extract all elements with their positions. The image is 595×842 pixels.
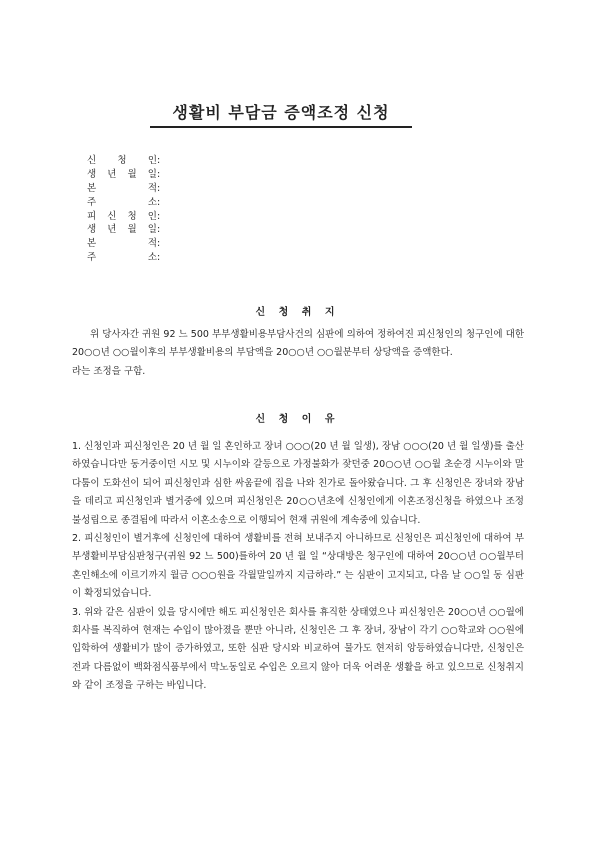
label-char: 일 xyxy=(147,168,157,180)
party-info-block xyxy=(87,154,165,265)
label-char: 주 xyxy=(87,252,97,264)
colon: : xyxy=(157,210,161,222)
label-char: 피 xyxy=(87,210,97,222)
party-row xyxy=(87,223,165,237)
document-title: 생활비 부담금 증액조정 신청 xyxy=(150,103,412,128)
label-char: 신 xyxy=(87,155,97,166)
purpose-section xyxy=(72,326,524,381)
party-label xyxy=(87,182,157,196)
colon: : xyxy=(157,168,161,180)
label-char: 월 xyxy=(127,224,137,236)
party-row xyxy=(87,210,165,224)
label-char: 본 xyxy=(87,182,97,194)
party-label xyxy=(87,210,157,224)
colon: : xyxy=(157,155,161,166)
label-char: 인 xyxy=(147,155,157,166)
label-char: 인 xyxy=(147,210,157,222)
label-char: 적 xyxy=(147,182,157,194)
reason-item: 3. 위와 같은 심판이 있을 당시에만 해도 피신청인은 회사를 휴직한 상태였으나 피신청인은 20○○년 ○○월에 회사를 복직하여 현재는 수입이 많아졌을 뿐만 아니라, 신청인은 그 후 장녀, 장남이 각기 ○○학교와 ○○원에 입학하여 생활비가 많이 증가하였고, 또한 심판 당시와 비교하여 물가도 현저히 앙등하였습니다만, 신청인은 전과 다름없이 백화점식품부에서 막노동일로 수입은 오르지 않아 더욱 어려운 생활을 하고 있으므로 신청취지와 같이 조정을 구하는 바입니다. xyxy=(72,606,524,692)
label-char: 본 xyxy=(87,238,97,250)
party-row xyxy=(87,251,165,265)
reasons-section xyxy=(72,438,524,696)
label-char: 일 xyxy=(147,224,157,236)
reason-item: 1. 신청인과 피신청인은 20 년 월 일 혼인하고 장녀 ○○○(20 년 월 일생), 장남 ○○○(20 년 월 일생)를 출산하였습니다만 동거중이던 시모 및 시누이와 갈등으로 가정불화가 잦던중 20○○년 ○○월 초순경 시누이와 말다툼이 도화선이 되어 피신청인과 심한 싸움끝에 집을 나와 친가로 돌아왔습니다. 그 후 신청인은 장녀와 장남을 데리고 피신청인과 별거중에 있으며 피신청인은 20○○년초에 신청인에게 이혼조정신청을 하였으나 조정불성립으로 종결됨에 따라서 이혼소송으로 이행되어 현재 귀원에 계속중에 있습니다. xyxy=(72,441,524,526)
label-char: 생 xyxy=(87,224,97,236)
party-row xyxy=(87,154,165,168)
party-label xyxy=(87,251,157,265)
purpose-heading: 신 청 취 지 xyxy=(255,307,340,318)
party-label xyxy=(87,168,157,182)
colon: : xyxy=(157,238,161,250)
label-char: 생 xyxy=(87,168,97,180)
label-char: 소 xyxy=(147,196,157,208)
colon: : xyxy=(157,252,161,264)
purpose-body: 위 당사자간 귀원 92 느 500 부부생활비용부담사건의 심판에 의하여 정하여진 피신청인의 청구인에 대한 20○○년 ○○월이후의 부부생활비용의 부담액을 20○○년 ○○월분부터 상당액을 증액한다. xyxy=(72,329,524,359)
colon: : xyxy=(157,224,161,236)
label-char: 신 xyxy=(107,210,117,222)
party-row xyxy=(87,196,165,210)
party-row xyxy=(87,182,165,196)
reason-item: 2. 피신청인이 별거후에 신청인에 대하여 생활비를 전혀 보내주지 아니하므로 신청인은 피신청인에 대하여 부부생활비부담심판청구(귀원 92 느 500)를하여 20 년 월 일 “상대방은 청구인에 대하여 20○○년 ○○월부터 혼인해소에 이르기까지 월금 ○○○원을 각월말일까지 지급하라.” 는 심판이 고지되고, 다음 날 ○○일 동 심판이 확정되었습니다. xyxy=(72,533,524,600)
label-char: 청 xyxy=(127,210,137,222)
label-char: 적 xyxy=(147,238,157,250)
party-row xyxy=(87,168,165,182)
colon: : xyxy=(157,182,161,194)
label-char: 년 xyxy=(107,224,117,236)
colon: : xyxy=(157,196,161,208)
reasons-heading: 신 청 이 유 xyxy=(255,414,340,425)
party-label xyxy=(87,154,157,168)
label-char: 청 xyxy=(117,155,127,166)
label-char: 월 xyxy=(127,168,137,180)
party-label xyxy=(87,237,157,251)
party-label xyxy=(87,196,157,210)
purpose-closing: 라는 조정을 구함. xyxy=(72,365,146,377)
label-char: 주 xyxy=(87,196,97,208)
party-label xyxy=(87,223,157,237)
label-char: 소 xyxy=(147,252,157,264)
label-char: 년 xyxy=(107,168,117,180)
party-row xyxy=(87,237,165,251)
